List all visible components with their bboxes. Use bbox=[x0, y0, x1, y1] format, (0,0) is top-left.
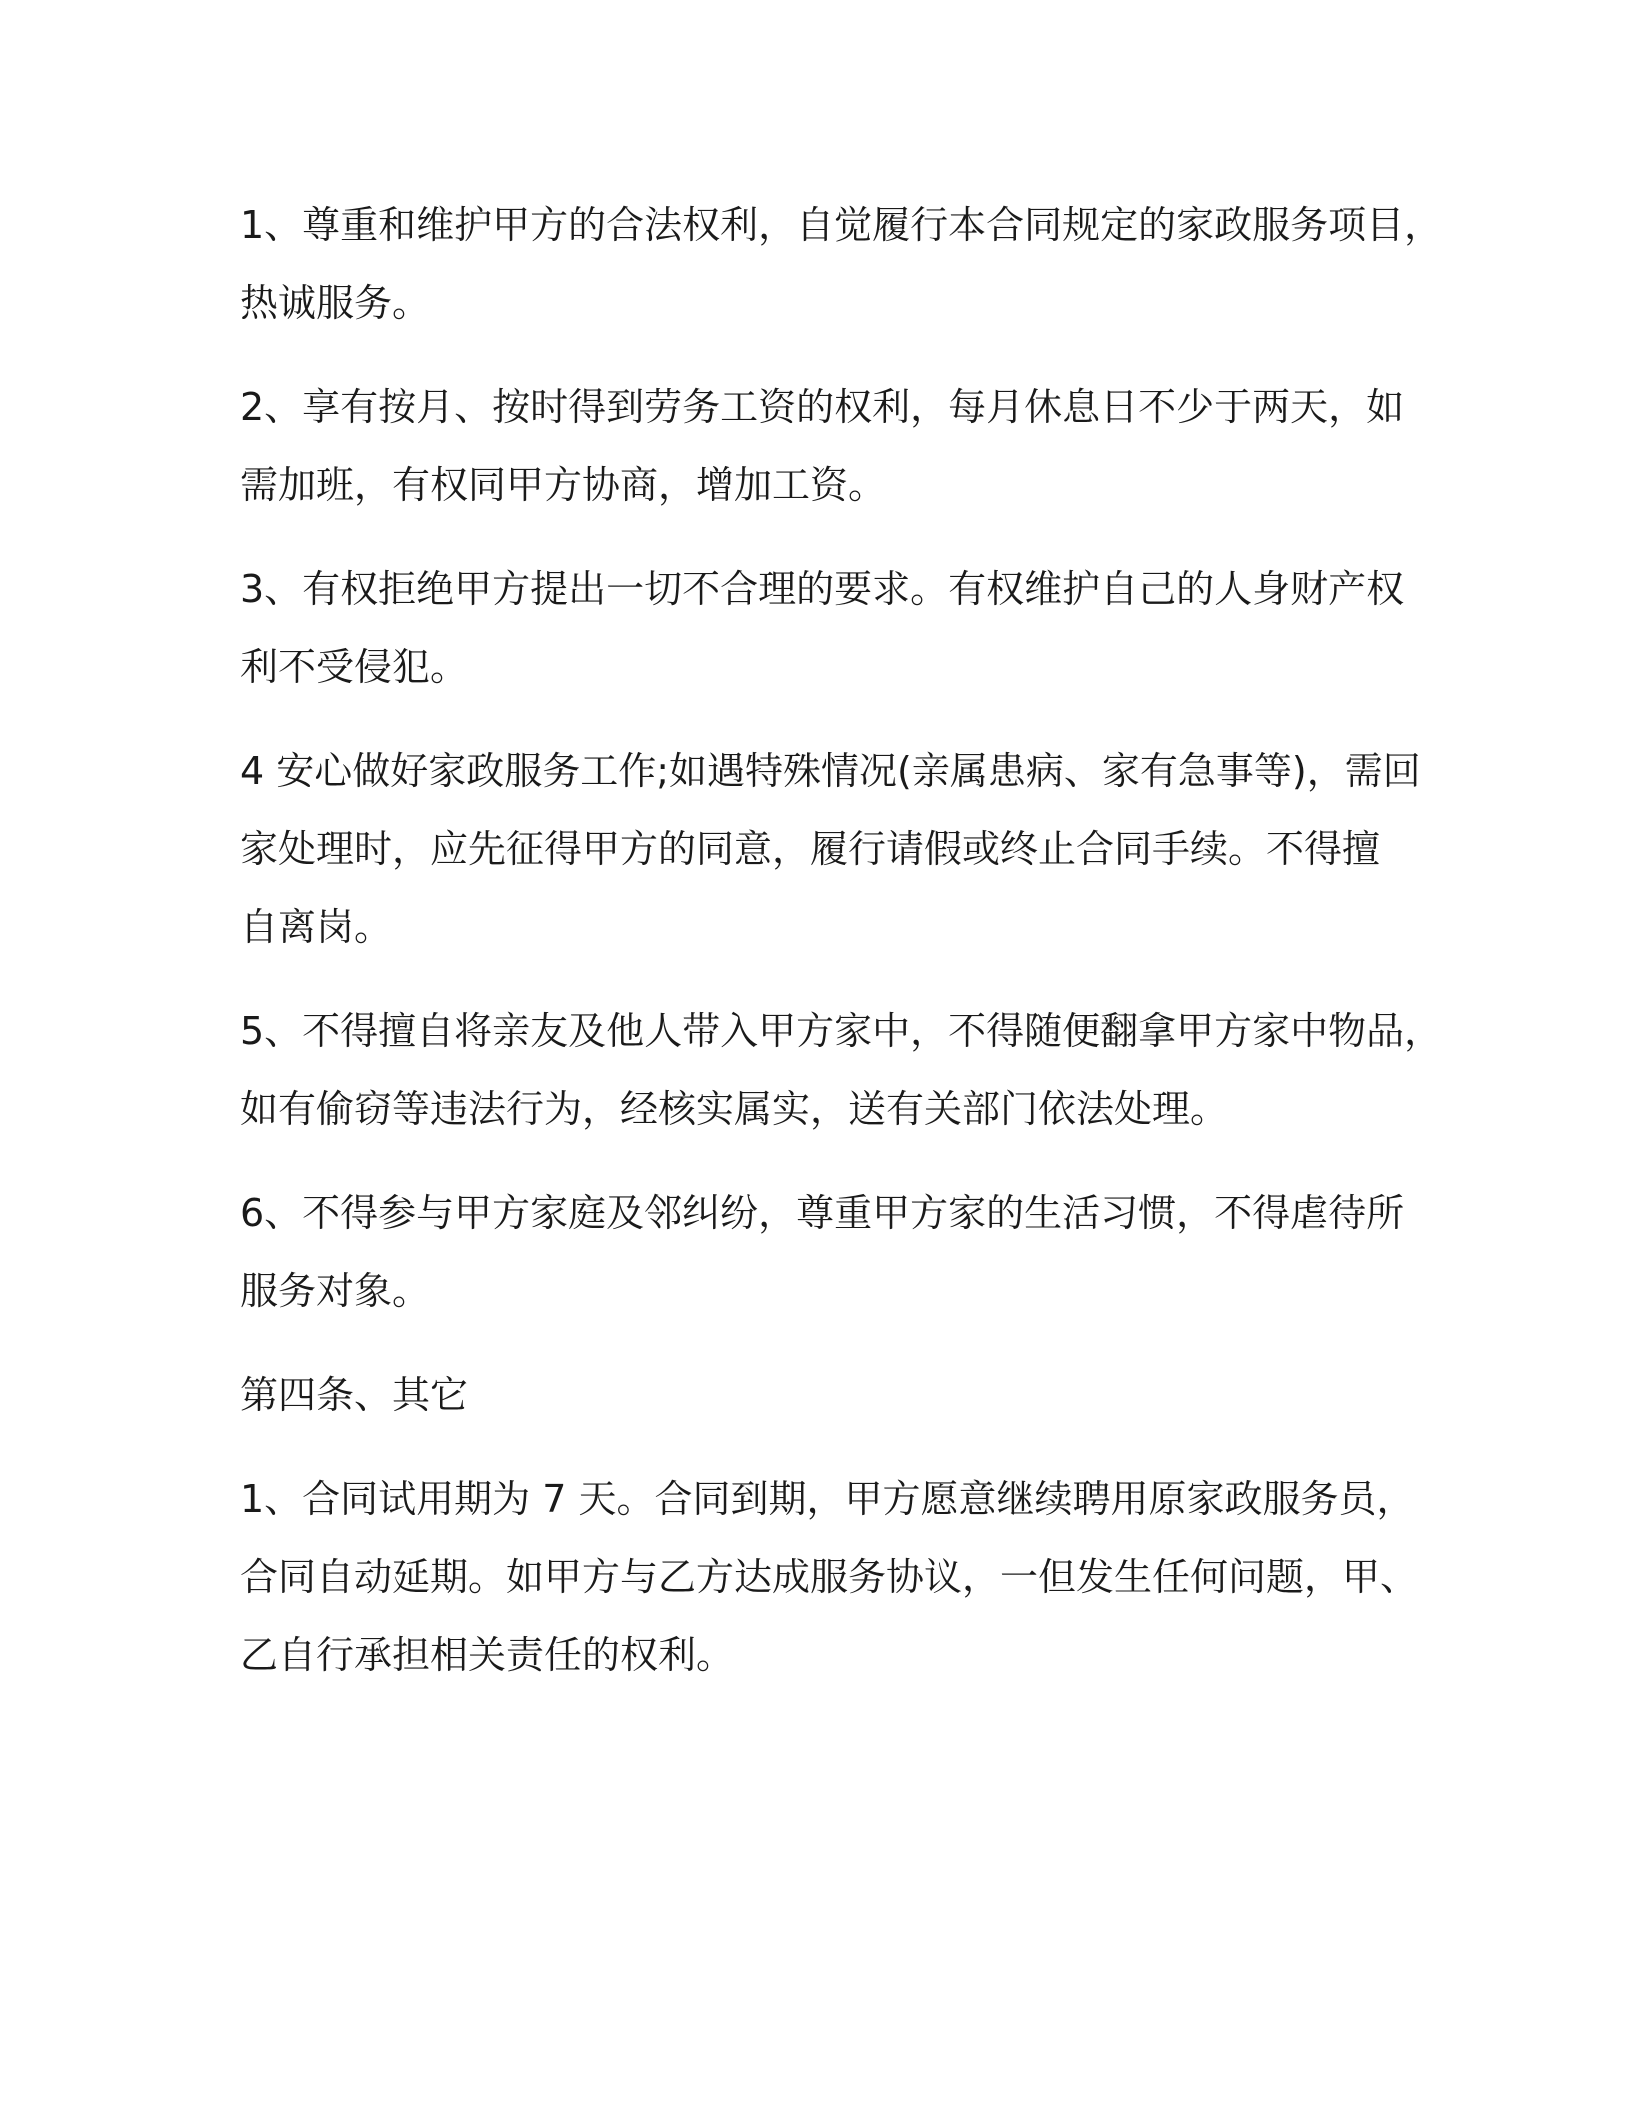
clause-5-paragraph bbox=[240, 992, 1443, 1148]
paragraph-line: 4 安心做好家政服务工作;如遇特殊情况(亲属患病、家有急事等)，需回 bbox=[240, 749, 1421, 793]
paragraph-line: 2、享有按月、按时得到劳务工资的权利，每月休息日不少于两天，如 bbox=[240, 385, 1405, 429]
paragraph-line: 合同自动延期。如甲方与乙方达成服务协议，一但发生任何问题，甲、 bbox=[240, 1555, 1419, 1599]
paragraph-line: 如有偷窃等违法行为，经核实属实，送有关部门依法处理。 bbox=[240, 1087, 1229, 1131]
paragraph-line: 热诚服务。 bbox=[240, 281, 431, 325]
paragraph-line: 3、有权拒绝甲方提出一切不合理的要求。有权维护自己的人身财产权 bbox=[240, 567, 1405, 611]
paragraph-line: 1、尊重和维护甲方的合法权利，自觉履行本合同规定的家政服务项目， bbox=[240, 203, 1443, 247]
paragraph-line: 家处理时，应先征得甲方的同意，履行请假或终止合同手续。不得擅 bbox=[240, 827, 1381, 871]
paragraph-line: 乙自行承担相关责任的权利。 bbox=[240, 1633, 735, 1677]
section-4-clause-1-paragraph bbox=[240, 1460, 1419, 1694]
paragraph-line: 需加班，有权同甲方协商，增加工资。 bbox=[240, 463, 887, 507]
paragraph-line: 服务对象。 bbox=[240, 1269, 431, 1313]
clause-6-paragraph bbox=[240, 1174, 1405, 1330]
document-body bbox=[240, 186, 1443, 1720]
section-heading-text: 第四条、其它 bbox=[240, 1373, 469, 1417]
paragraph-line: 6、不得参与甲方家庭及邻纠纷，尊重甲方家的生活习惯，不得虐待所 bbox=[240, 1191, 1405, 1235]
section-heading bbox=[240, 1356, 1400, 1434]
paragraph-line: 1、合同试用期为 7 天。合同到期，甲方愿意继续聘用原家政服务员， bbox=[240, 1477, 1415, 1521]
clause-1-paragraph bbox=[240, 186, 1443, 342]
paragraph-line: 自离岗。 bbox=[240, 905, 393, 949]
clause-4-paragraph bbox=[240, 732, 1421, 966]
paragraph-line: 5、不得擅自将亲友及他人带入甲方家中，不得随便翻拿甲方家中物品， bbox=[240, 1009, 1443, 1053]
clause-2-paragraph bbox=[240, 368, 1405, 524]
clause-3-paragraph bbox=[240, 550, 1405, 706]
paragraph-line: 利不受侵犯。 bbox=[240, 645, 469, 689]
